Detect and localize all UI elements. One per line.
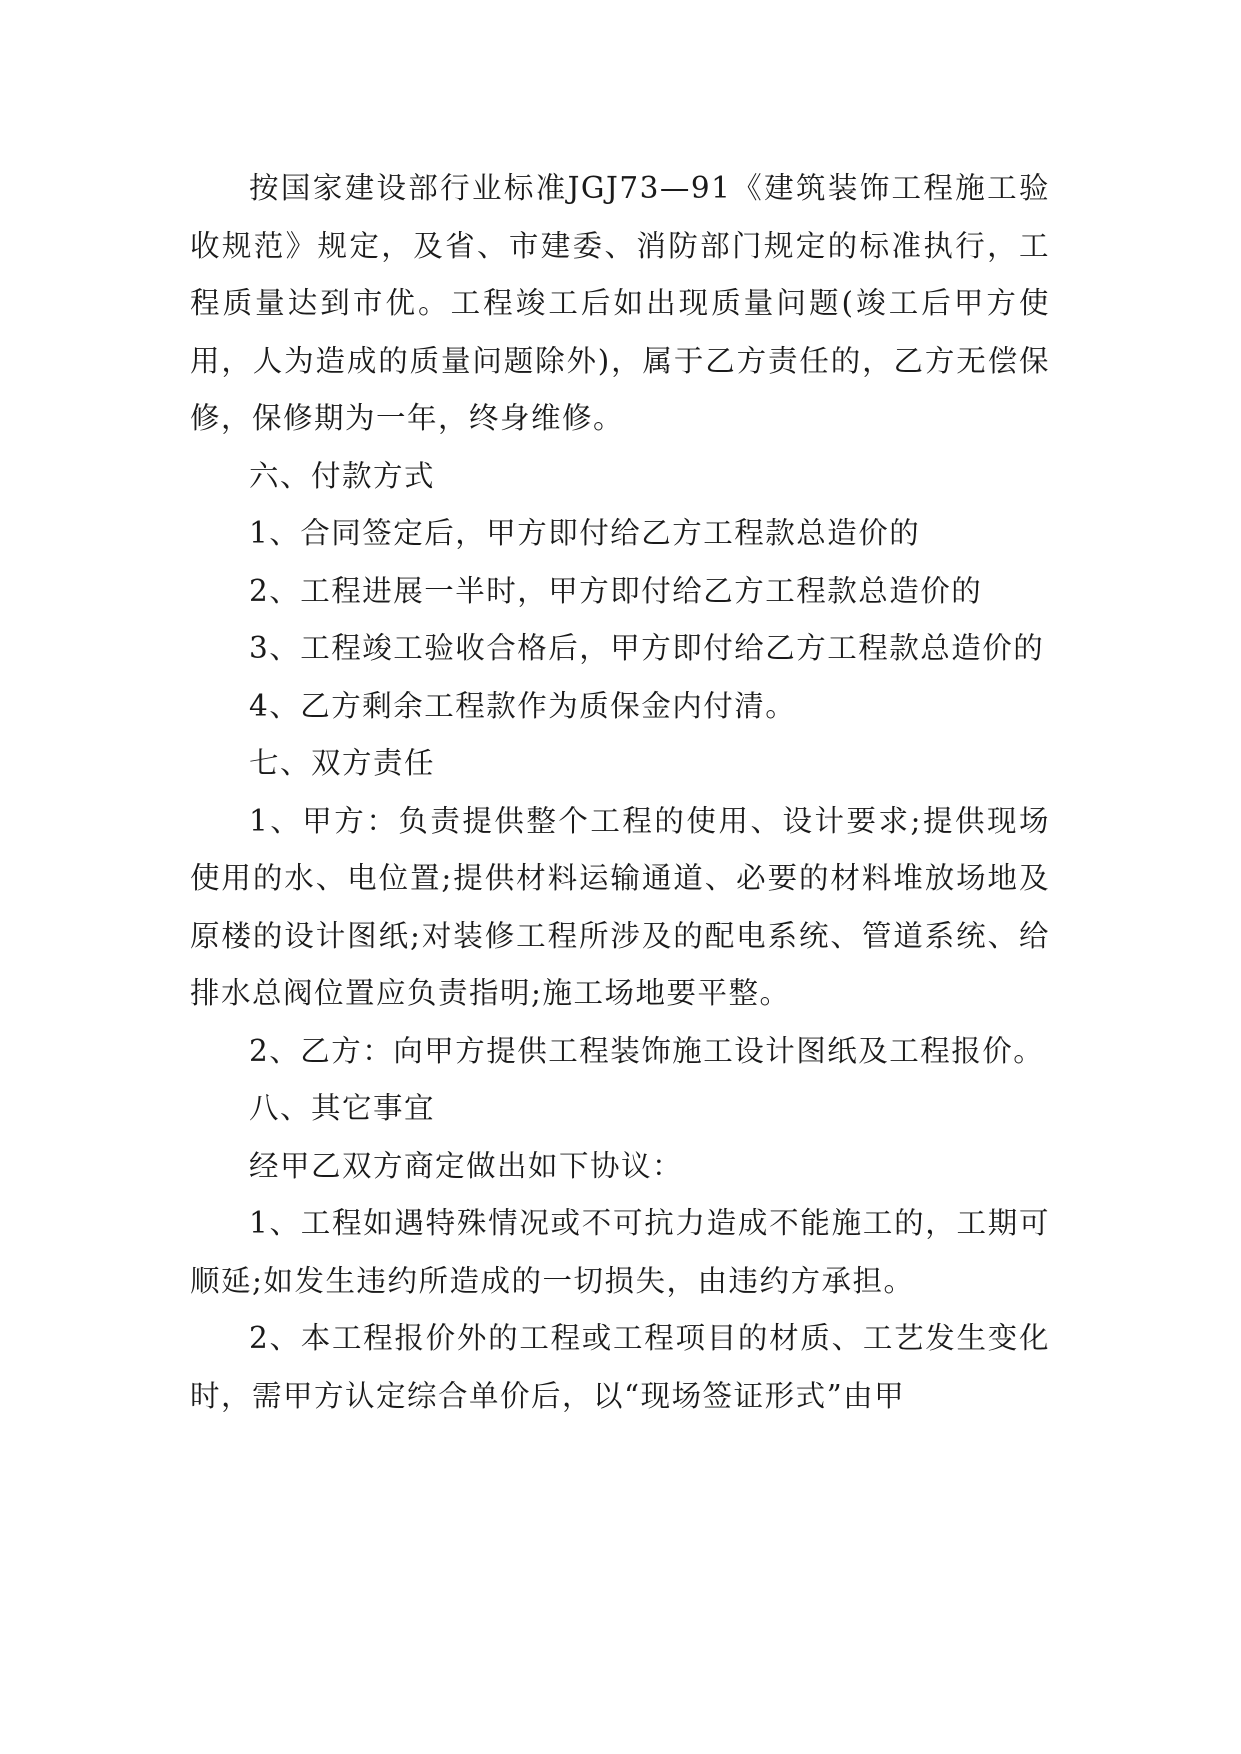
- section-heading-other: 八、其它事宜: [249, 1091, 436, 1125]
- paragraph-payment-2: 2、工程进展一半时，甲方即付给乙方工程款总造价的: [249, 573, 983, 608]
- paragraph-party-b: 2、乙方：向甲方提供工程装饰施工设计图纸及工程报价。: [249, 1033, 1045, 1068]
- section-heading-responsibilities: 七、双方责任: [249, 746, 436, 780]
- paragraph-agreement-intro: 经甲乙双方商定做出如下协议：: [249, 1148, 684, 1183]
- paragraph-payment-4: 4、乙方剩余工程款作为质保金内付清。: [249, 688, 797, 723]
- section-heading-payment: 六、付款方式: [249, 458, 436, 493]
- paragraph-quality-standard: 按国家建设部行业标准JGJ73—91《建筑装饰工程施工验收规范》规定，及省、市建委、消防部门规定的标准执行，工程质量达到市优。工程竣工后如出现质量问题(竣工后甲方使用，人为造成的质量问题除外)，属于乙方责任的，乙方无偿保修，保修期为一年，终身维修。: [190, 171, 1050, 435]
- paragraph-other-2: 2、本工程报价外的工程或工程项目的材质、工艺发生变化时，需甲方认定综合单价后，以“现场签证形式”由甲: [190, 1321, 1050, 1413]
- paragraph-payment-3: 3、工程竣工验收合格后，甲方即付给乙方工程款总造价的: [249, 631, 1045, 665]
- paragraph-payment-1: 1、合同签定后，甲方即付给乙方工程款总造价的: [249, 516, 921, 550]
- document-body: [190, 160, 1050, 1425]
- paragraph-party-a: 1、甲方：负责提供整个工程的使用、设计要求;提供现场使用的水、电位置;提供材料运输通道、必要的材料堆放场地及原楼的设计图纸;对装修工程所涉及的配电系统、管道系统、给排水总阀位置应负责指明;施工场地要平整。: [190, 803, 1050, 1010]
- paragraph-other-1: 1、工程如遇特殊情况或不可抗力造成不能施工的，工期可顺延;如发生违约所造成的一切损失，由违约方承担。: [190, 1206, 1050, 1298]
